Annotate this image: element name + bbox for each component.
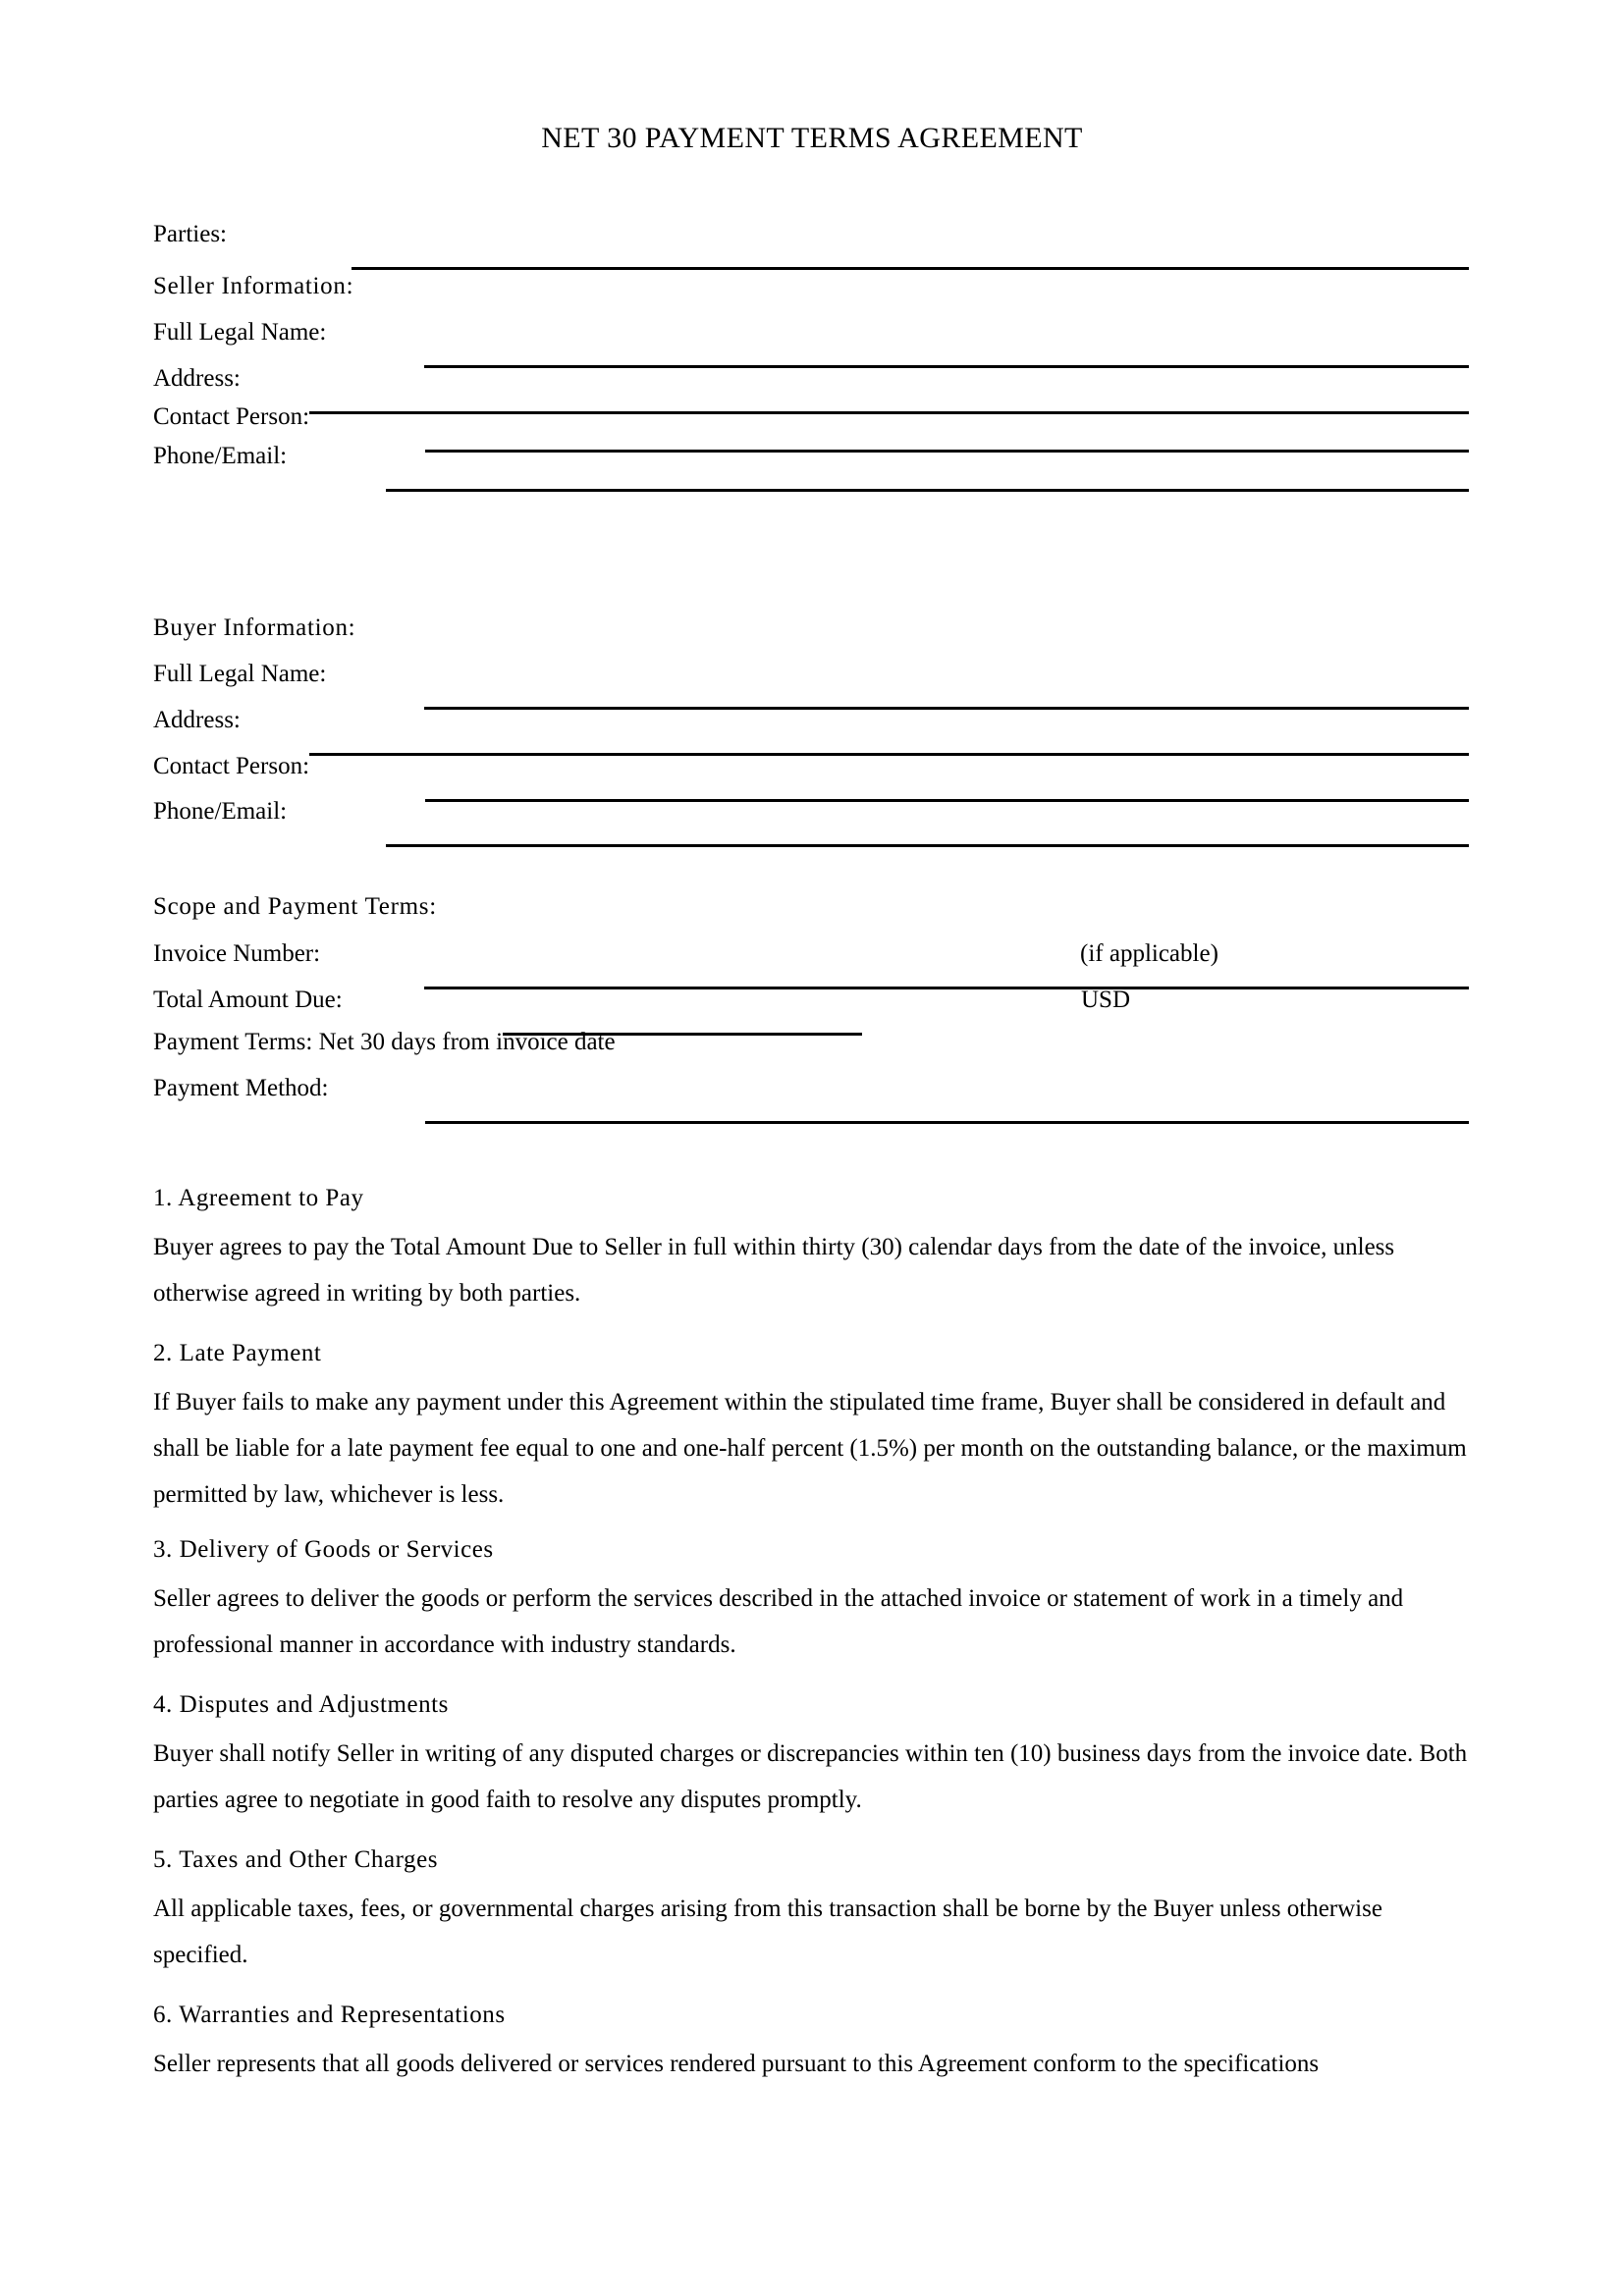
seller-address-label: Address: xyxy=(153,365,241,392)
buyer-phone-email-label: Phone/Email: xyxy=(153,798,288,825)
clause-2-heading: 2. Late Payment xyxy=(153,1340,322,1366)
invoice-number-label: Invoice Number: xyxy=(153,940,321,967)
payment-method-label: Payment Method: xyxy=(153,1075,329,1101)
seller-contact-person-fill-line[interactable] xyxy=(425,450,1469,453)
clause-6-body: Seller represents that all goods delivered or services rendered pursuant to this Agreement conform to the specifications xyxy=(153,2051,1320,2077)
clause-1-heading: 1. Agreement to Pay xyxy=(153,1185,364,1211)
page-title: NET 30 PAYMENT TERMS AGREEMENT xyxy=(541,122,1083,154)
seller-full-legal-name-label: Full Legal Name: xyxy=(153,319,327,346)
clause-6-heading: 6. Warranties and Representations xyxy=(153,2002,506,2028)
buyer-address-fill-line[interactable] xyxy=(309,753,1469,756)
seller-contact-person-label: Contact Person: xyxy=(153,403,310,430)
scope-payment-terms-heading: Scope and Payment Terms: xyxy=(153,893,437,920)
clause-4-heading: 4. Disputes and Adjustments xyxy=(153,1691,449,1718)
parties-label: Parties: xyxy=(153,221,227,247)
buyer-address-label: Address: xyxy=(153,707,241,733)
clause-5-body: All applicable taxes, fees, or governmental charges arising from this transaction shall be borne by the Buyer unless otherwise specified. xyxy=(153,1896,1382,1968)
payment-method-fill-line[interactable] xyxy=(425,1121,1469,1124)
parties-fill-line[interactable] xyxy=(352,267,1469,270)
buyer-contact-person-label: Contact Person: xyxy=(153,753,310,779)
clause-4-body: Buyer shall notify Seller in writing of any disputed charges or discrepancies within ten (10) business days from the invoice date. Both parties agree to negotiate in good faith to resolve any disputes promptly. xyxy=(153,1740,1468,1813)
buyer-phone-email-fill-line[interactable] xyxy=(386,844,1469,847)
seller-phone-email-fill-line[interactable] xyxy=(386,489,1469,492)
buyer-full-legal-name-label: Full Legal Name: xyxy=(153,661,327,687)
buyer-contact-person-fill-line[interactable] xyxy=(425,799,1469,802)
clause-1-body: Buyer agrees to pay the Total Amount Due to Seller in full within thirty (30) calendar days from the date of the invoice, unless otherwise agreed in writing by both parties. xyxy=(153,1234,1395,1307)
clause-3-body: Seller agrees to deliver the goods or perform the services described in the attached invoice or statement of work in a timely and professional manner in accordance with industry standards. xyxy=(153,1585,1404,1658)
clause-2-body: If Buyer fails to make any payment under this Agreement within the stipulated time frame, Buyer shall be considered in default and shall be liable for a late payment fee equal to one and one-half percent (1.5%) per month on the outstanding balance, or the maximum permitted by law, whichever is less. xyxy=(153,1389,1467,1508)
clause-3-heading: 3. Delivery of Goods or Services xyxy=(153,1536,494,1563)
invoice-number-fill-line[interactable] xyxy=(424,987,1469,989)
currency-label: USD xyxy=(1081,987,1131,1013)
buyer-full-legal-name-fill-line[interactable] xyxy=(424,707,1469,710)
seller-phone-email-label: Phone/Email: xyxy=(153,443,288,469)
buyer-information-heading: Buyer Information: xyxy=(153,614,356,641)
total-amount-due-label: Total Amount Due: xyxy=(153,987,343,1013)
seller-information-heading: Seller Information: xyxy=(153,273,354,299)
payment-terms-line: Payment Terms: Net 30 days from invoice date xyxy=(153,1029,616,1055)
seller-address-fill-line[interactable] xyxy=(309,411,1469,414)
invoice-number-note: (if applicable) xyxy=(1080,940,1218,967)
seller-full-legal-name-fill-line[interactable] xyxy=(424,365,1469,368)
clause-5-heading: 5. Taxes and Other Charges xyxy=(153,1846,439,1873)
